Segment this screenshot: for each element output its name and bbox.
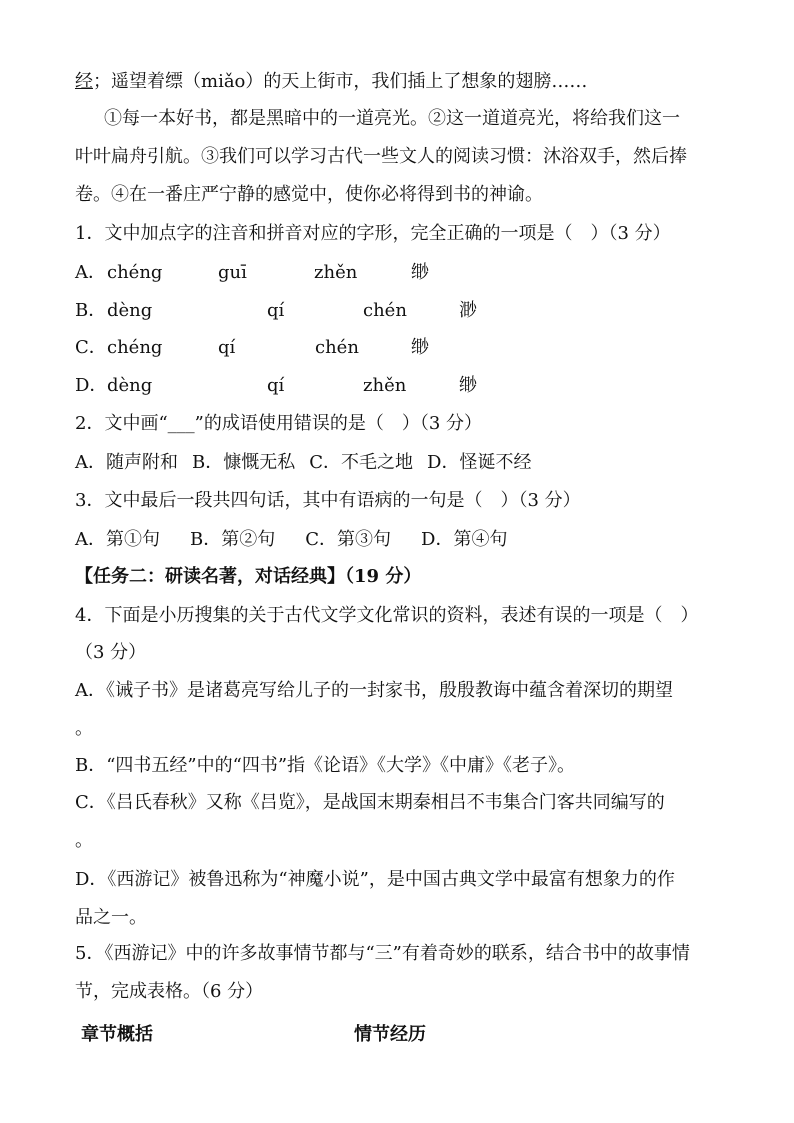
q4-option-c-line-2: 。: [75, 830, 93, 851]
q4-option-a-line-2: 。: [75, 718, 93, 739]
option-letter: D．: [421, 529, 454, 550]
option-pinyin-1: dèng: [107, 375, 153, 396]
option-letter: A．: [75, 529, 106, 550]
option-pinyin-3: zhěn: [363, 375, 407, 396]
question-5-stem-line-2: 节，完成表格。（6 分）: [75, 981, 264, 1002]
q4-option-b: B．“四书五经”中的“四书”指《论语》《大学》《中庸》《老子》。: [75, 755, 576, 776]
option-letter: D．: [75, 375, 108, 396]
table-header-chapter-summary: 章节概括: [81, 1024, 153, 1045]
intro-line-1: [75, 71, 735, 93]
option-pinyin-3: zhěn: [314, 262, 358, 283]
option-letter: C．: [75, 337, 107, 358]
option-pinyin-2: qí: [267, 300, 285, 321]
option-char: 缈: [411, 262, 429, 283]
question-2-stem: 2．文中画“___”的成语使用错误的是（ ）（3 分）: [75, 413, 483, 434]
question-4-stem-line-2: （3 分）: [75, 642, 147, 663]
option-letter: C．: [309, 452, 342, 473]
option-letter: B．: [192, 452, 224, 473]
q4-option-c-line-1: C．《吕氏春秋》又称《吕览》，是战国末期秦相吕不韦集合门客共同编写的: [75, 792, 665, 813]
option-letter: A．: [75, 452, 106, 473]
option-text: 第②句: [221, 529, 276, 550]
option-letter: A．: [75, 262, 106, 283]
question-3-stem: 3．文中最后一段共四句话，其中有语病的一句是（ ）（3 分）: [75, 490, 581, 511]
option-pinyin-1: chéng: [107, 262, 163, 283]
q4-option-d-line-1: D．《西游记》被鲁迅称为“神魔小说”，是中国古典文学中最富有想象力的作: [75, 869, 675, 890]
table-header-plot-experience: 情节经历: [354, 1024, 426, 1045]
option-pinyin-3: chén: [315, 337, 359, 358]
option-pinyin-1: dèng: [107, 300, 153, 321]
option-text: 慷慨无私: [223, 452, 296, 473]
intro-line-1-text: ；遥望着缥（miǎo）的天上街市，我们插上了想象的翅膀……: [93, 71, 588, 92]
option-char: 缈: [411, 337, 429, 358]
option-pinyin-2: qí: [218, 337, 236, 358]
option-text: 第③句: [337, 529, 392, 550]
option-text: 不毛之地: [341, 452, 414, 473]
option-text: 第①句: [106, 529, 160, 550]
option-text: 随声附和: [106, 452, 178, 473]
q2-options: [75, 452, 735, 474]
q4-option-a-line-1: A．《诫子书》是诸葛亮写给儿子的一封家书，殷殷教诲中蕴含着深切的期望: [75, 680, 673, 701]
option-pinyin-3: chén: [363, 300, 407, 321]
option-letter: B．: [190, 529, 222, 550]
option-letter: D．: [427, 452, 460, 473]
option-pinyin-2: qí: [267, 375, 285, 396]
question-5-stem-line-1: 5．《西游记》中的许多故事情节都与“三”有着奇妙的联系，结合书中的故事情: [75, 943, 690, 964]
paragraph-line-3: 卷。④在一番庄严宁静的感觉中，使你必将得到书的神谕。: [75, 184, 543, 205]
option-letter: C．: [305, 529, 338, 550]
q3-options: [75, 529, 735, 551]
paragraph-line-1: ①每一本好书，都是黑暗中的一道亮光。②这一道道亮光，将给我们这一: [104, 108, 680, 129]
task-2-heading: 【任务二：研读名著，对话经典】（19 分）: [75, 566, 422, 587]
option-pinyin-1: chéng: [107, 337, 163, 358]
paragraph-line-2: 叶叶扁舟引航。③我们可以学习古代一些文人的阅读习惯：沐浴双手，然后捧: [75, 146, 687, 167]
option-char: 缈: [459, 375, 477, 396]
option-text: 怪诞不经: [459, 452, 532, 473]
question-4-stem-line-1: 4．下面是小历搜集的关于古代文学文化常识的资料，表述有误的一项是（ ）: [75, 605, 699, 626]
option-pinyin-2: guī: [218, 262, 247, 283]
option-char: 渺: [459, 300, 477, 321]
q4-option-d-line-2: 品之一。: [75, 907, 147, 928]
question-1-stem: 1．文中加点字的注音和拼音对应的字形，完全正确的一项是（ ）（3 分）: [75, 223, 671, 244]
underlined-word: 经: [75, 71, 93, 92]
option-text: 第④句: [453, 529, 508, 550]
option-letter: B．: [75, 300, 107, 321]
